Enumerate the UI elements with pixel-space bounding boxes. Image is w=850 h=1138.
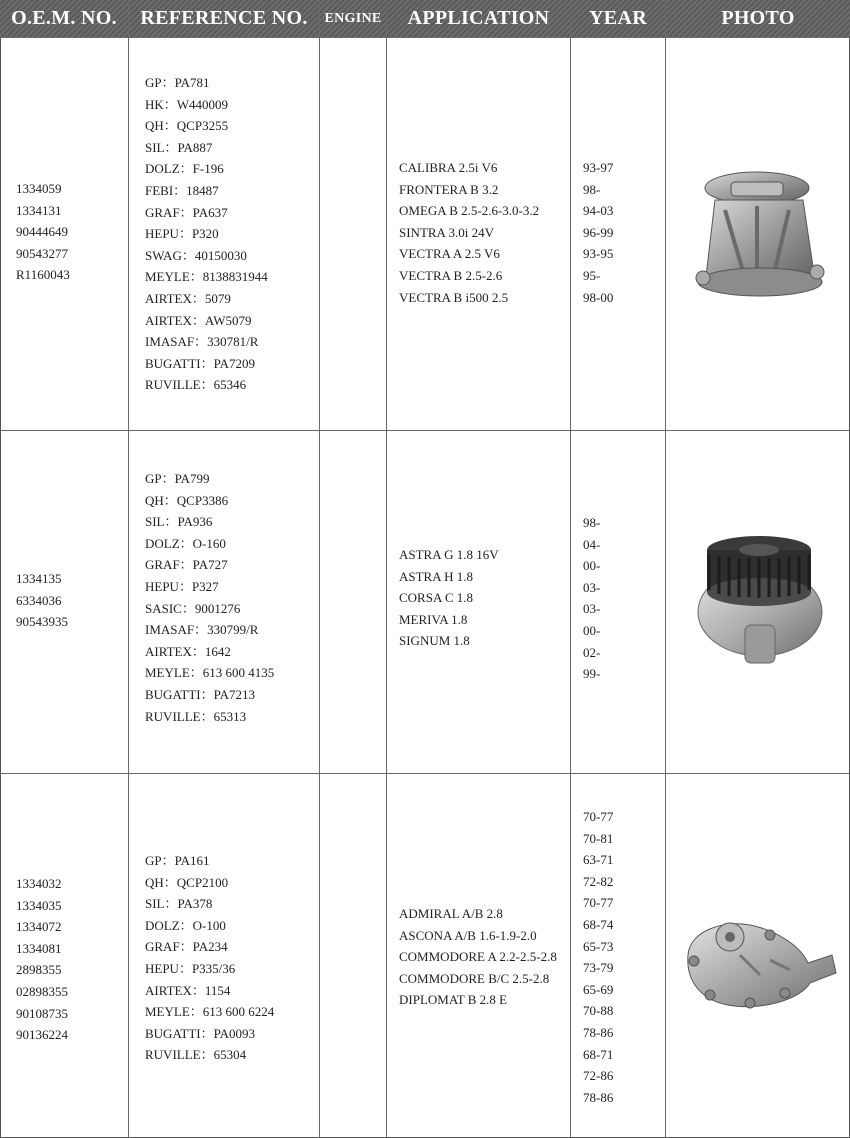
year-range: 70-88 — [583, 1003, 614, 1019]
reference-cell — [145, 72, 268, 396]
year-range: 00- — [583, 558, 601, 574]
reference-number: MEYLE：8138831944 — [145, 269, 268, 285]
column-divider — [319, 0, 320, 1138]
column-divider — [386, 0, 387, 1138]
oem-cell — [16, 568, 68, 633]
reference-number: GRAF：PA637 — [145, 204, 228, 220]
column-divider — [128, 0, 129, 1138]
reference-number: GP：PA161 — [145, 853, 210, 868]
reference-number: AIRTEX：AW5079 — [145, 312, 252, 328]
reference-number: AIRTEX：5079 — [145, 290, 231, 306]
reference-number: AIRTEX：1154 — [145, 982, 231, 998]
year-range: 72-82 — [583, 873, 614, 889]
reference-number: BUGATTI：PA7209 — [145, 355, 256, 371]
year-range: 78-86 — [583, 1089, 614, 1105]
header-year: YEAR — [589, 7, 647, 29]
oem-number: 1334032 — [16, 876, 62, 891]
header-photo: PHOTO — [721, 7, 795, 29]
header-oem: O.E.M. NO. — [11, 7, 117, 29]
application-model: COMMODORE B/C 2.5-2.8 — [399, 970, 550, 986]
year-range: 99- — [583, 666, 601, 682]
oem-number: 2898355 — [16, 962, 62, 978]
year-range: 03- — [583, 579, 601, 595]
reference-number: RUVILLE：65304 — [145, 1047, 247, 1063]
year-range: 68-74 — [583, 916, 614, 932]
year-range: 98-00 — [583, 289, 614, 305]
application-cell — [399, 544, 499, 652]
row-divider — [0, 37, 850, 38]
year-range: 73-79 — [583, 960, 614, 976]
oem-number: 1334059 — [16, 181, 62, 196]
reference-number: HEPU：P335/36 — [145, 960, 236, 976]
year-range: 63-71 — [583, 852, 614, 868]
header-engine: ENGINE — [324, 10, 382, 26]
application-model: ASTRA H 1.8 — [399, 568, 474, 584]
row-divider — [0, 430, 850, 431]
reference-number: HK：W440009 — [145, 96, 229, 112]
water-pump-photo — [695, 520, 830, 670]
reference-number: MEYLE：613 600 4135 — [145, 665, 275, 681]
reference-number: GP：PA799 — [145, 471, 210, 486]
reference-number: IMASAF：330781/R — [145, 334, 259, 350]
oem-cell — [16, 873, 68, 1046]
application-model: SINTRA 3.0i 24V — [399, 224, 494, 240]
reference-number: GRAF：PA234 — [145, 939, 228, 955]
year-range: 68-71 — [583, 1046, 614, 1062]
oem-number: 1334131 — [16, 202, 62, 218]
year-cell — [583, 806, 613, 1108]
reference-number: MEYLE：613 600 6224 — [145, 1004, 275, 1020]
application-model: ASTRA G 1.8 16V — [399, 547, 499, 562]
application-model: VECTRA B i500 2.5 — [399, 289, 509, 305]
reference-number: SIL：PA887 — [145, 139, 213, 155]
year-range: 98- — [583, 515, 601, 530]
year-range: 95- — [583, 267, 601, 283]
water-pump-photo — [685, 160, 835, 310]
reference-number: BUGATTI：PA7213 — [145, 686, 256, 702]
application-model: CALIBRA 2.5i V6 — [399, 160, 498, 175]
oem-cell — [16, 178, 70, 286]
oem-number: 1334035 — [16, 897, 62, 913]
year-range: 70-77 — [583, 895, 614, 911]
year-range: 72-86 — [583, 1068, 614, 1084]
year-range: 94-03 — [583, 203, 614, 219]
oem-number: 90543935 — [16, 614, 68, 630]
reference-number: RUVILLE：65313 — [145, 708, 247, 724]
year-range: 04- — [583, 536, 601, 552]
reference-number: FEBI：18487 — [145, 182, 219, 198]
year-range: 70-77 — [583, 809, 614, 824]
application-model: ADMIRAL A/B 2.8 — [399, 906, 503, 921]
reference-number: SIL：PA936 — [145, 514, 213, 530]
application-model: OMEGA B 2.5-2.6-3.0-3.2 — [399, 203, 540, 219]
reference-number: DOLZ：O-100 — [145, 917, 226, 933]
year-range: 93-97 — [583, 160, 614, 175]
year-range: 70-81 — [583, 830, 614, 846]
oem-number: 1334081 — [16, 940, 62, 956]
oem-number: 90108735 — [16, 1005, 68, 1021]
application-model: MERIVA 1.8 — [399, 611, 468, 627]
oem-number: 90543277 — [16, 245, 68, 261]
application-model: CORSA C 1.8 — [399, 590, 474, 606]
oem-number: 1334072 — [16, 919, 62, 935]
reference-number: SIL：PA378 — [145, 896, 213, 912]
year-range: 96-99 — [583, 224, 614, 240]
year-range: 65-73 — [583, 938, 614, 954]
reference-cell — [145, 468, 274, 727]
reference-number: QH：QCP2100 — [145, 874, 229, 890]
oem-number: 90444649 — [16, 224, 68, 240]
year-range: 93-95 — [583, 246, 614, 262]
oem-number: R1160043 — [16, 267, 70, 283]
application-model: ASCONA A/B 1.6-1.9-2.0 — [399, 927, 537, 943]
application-model: SIGNUM 1.8 — [399, 633, 470, 649]
column-divider — [570, 0, 571, 1138]
column-divider — [665, 0, 666, 1138]
reference-number: IMASAF：330799/R — [145, 622, 259, 638]
header-reference: REFERENCE NO. — [140, 7, 308, 29]
application-model: COMMODORE A 2.2-2.5-2.8 — [399, 949, 557, 965]
reference-number: HEPU：P320 — [145, 226, 219, 242]
reference-number: BUGATTI：PA0093 — [145, 1025, 256, 1041]
year-cell — [583, 157, 613, 308]
year-cell — [583, 512, 600, 685]
application-model: VECTRA B 2.5-2.6 — [399, 267, 503, 283]
header-application: APPLICATION — [407, 7, 550, 29]
reference-number: RUVILLE：65346 — [145, 377, 247, 393]
oem-number: 90136224 — [16, 1027, 68, 1043]
year-range: 65-69 — [583, 981, 614, 997]
year-range: 02- — [583, 644, 601, 660]
year-range: 98- — [583, 181, 601, 197]
reference-number: DOLZ：F-196 — [145, 161, 224, 177]
oem-number: 6334036 — [16, 592, 62, 608]
row-divider — [0, 773, 850, 774]
reference-cell — [145, 850, 274, 1066]
year-range: 78-86 — [583, 1024, 614, 1040]
application-cell — [399, 157, 539, 308]
application-model: VECTRA A 2.5 V6 — [399, 246, 500, 262]
reference-number: SASIC：9001276 — [145, 600, 241, 616]
reference-number: HEPU：P327 — [145, 578, 219, 594]
reference-number: AIRTEX：1642 — [145, 643, 231, 659]
reference-number: QH：QCP3386 — [145, 492, 229, 508]
year-range: 00- — [583, 622, 601, 638]
reference-number: SWAG：40150030 — [145, 247, 247, 263]
reference-number: GRAF：PA727 — [145, 557, 228, 573]
oem-number: 02898355 — [16, 983, 68, 999]
year-range: 03- — [583, 601, 601, 617]
application-model: DIPLOMAT B 2.8 E — [399, 992, 508, 1008]
reference-number: QH：QCP3255 — [145, 118, 229, 134]
application-cell — [399, 903, 557, 1011]
reference-number: GP：PA781 — [145, 75, 210, 90]
oem-number: 1334135 — [16, 571, 62, 586]
application-model: FRONTERA B 3.2 — [399, 181, 499, 197]
reference-number: DOLZ：O-160 — [145, 535, 226, 551]
water-pump-photo — [680, 915, 840, 1015]
